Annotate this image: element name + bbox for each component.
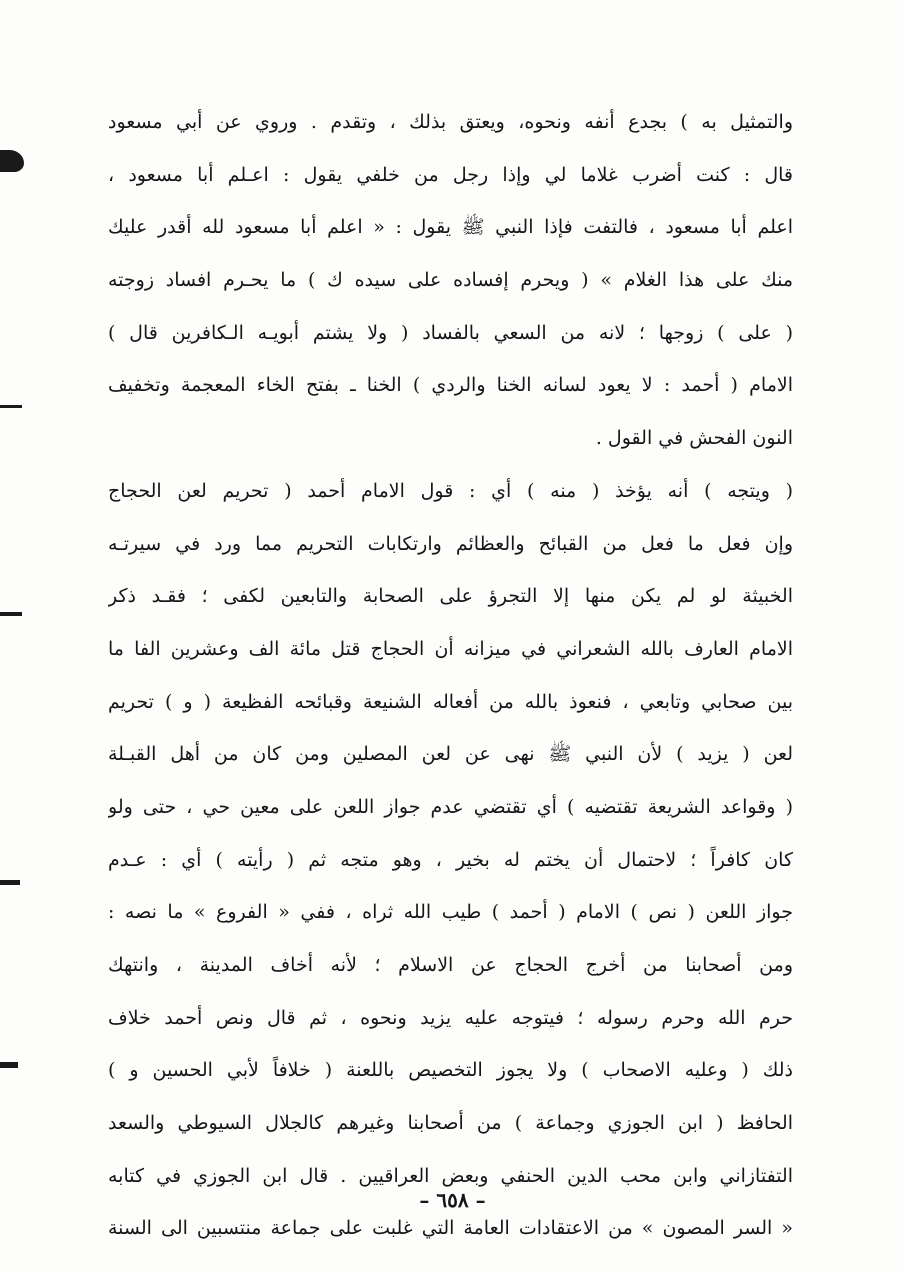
binding-mark bbox=[0, 612, 22, 616]
text-line: والتمثيل به ) بجدع أنفه ونحوه، ويعتق بذلك ، وتقدم . وروي عن أبي مسعود bbox=[108, 111, 793, 133]
text-line: وإن فعل ما فعل من القبائح والعظائم وارتكابات التحريم مما ورد في سيرتـه bbox=[108, 532, 793, 555]
text-line: بين صحابي وتابعي ، فنعوذ بالله من أفعاله الشنيعة وقبائحه الفظيعة ( و ) تحريم bbox=[108, 690, 793, 713]
text-line: قال : كنت أضرب غلاما لي وإذا رجل من خلفي يقول : اعـلم أبا مسعود ، bbox=[108, 163, 793, 186]
text-line: جواز اللعن ( نص ) الامام ( أحمد ) طيب الله ثراه ، ففي « الفروع » ما نصه : bbox=[108, 901, 793, 924]
text-line: لعن ( يزيد ) لأن النبي ﷺ نهى عن لعن المصلين ومن كان من أهل القبـلة bbox=[108, 743, 793, 766]
binding-mark bbox=[0, 150, 24, 172]
text-line: ( وقواعد الشريعة تقتضيه ) أي تقتضي عدم جواز اللعن على معين حي ، حتى ولو bbox=[108, 795, 793, 818]
text-line: منك على هذا الغلام » ( ويحرم إفساده على سيده ك ) ما يحـرم افساد زوجته bbox=[108, 269, 793, 292]
text-line: النون الفحش في القول . bbox=[595, 427, 793, 450]
page-number: – ٦٥٨ – bbox=[419, 1188, 486, 1212]
text-line: الحافظ ( ابن الجوزي وجماعة ) من أصحابنا وغيرهم كالجلال السيوطي والسعد bbox=[108, 1112, 793, 1135]
text-line: ( ويتجه ) أنه يؤخذ ( منه ) أي : قول الامام أحمد ( تحريم لعن الحجاج bbox=[108, 479, 793, 502]
text-line: التفتازاني وابن محب الدين الحنفي وبعض العراقيين . قال ابن الجوزي في كتابه bbox=[108, 1164, 793, 1187]
text-line: ومن أصحابنا من أخرج الحجاج عن الاسلام ؛ لأنه أخاف المدينة ، وانتهك bbox=[108, 954, 793, 976]
body-text bbox=[108, 96, 793, 1255]
text-line: ( على ) زوجها ؛ لانه من السعي بالفساد ( ولا يشتم أبويـه الـكافرين قال ) bbox=[108, 321, 793, 344]
text-line: الخبيثة لو لم يكن منها إلا التجرؤ على الصحابة والتابعين لكفى ؛ فقـد ذكر bbox=[108, 585, 793, 608]
binding-mark bbox=[0, 1062, 18, 1068]
text-line: كان كافراً ؛ لاحتمال أن يختم له بخير ، وهو متجه ثم ( رأيته ) أي : عـدم bbox=[108, 848, 793, 871]
text-line: ذلك ( وعليه الاصحاب ) ولا يجوز التخصيص باللعنة ( خلافاً لأبي الحسين و ) bbox=[108, 1059, 793, 1082]
text-line: الامام العارف بالله الشعراني في ميزانه أن الحجاج قتل مائة الف وعشرين الفا ما bbox=[108, 637, 793, 660]
text-line: الامام ( أحمد : لا يعود لسانه الخنا والردي ) الخنا ـ بفتح الخاء المعجمة وتخفيف bbox=[108, 374, 793, 397]
binding-mark bbox=[0, 405, 22, 408]
text-line: اعلم أبا مسعود ، فالتفت فإذا النبي ﷺ يقول : « اعلم أبا مسعود لله أقدر عليك bbox=[108, 216, 793, 239]
binding-mark bbox=[0, 880, 20, 885]
text-line: « السر المصون » من الاعتقادات العامة التي غلبت على جماعة منتسبين الى السنة bbox=[108, 1217, 793, 1240]
text-line: حرم الله وحرم رسوله ؛ فيتوجه عليه يزيد ونحوه ، ثم قال ونص أحمد خلاف bbox=[108, 1006, 793, 1029]
